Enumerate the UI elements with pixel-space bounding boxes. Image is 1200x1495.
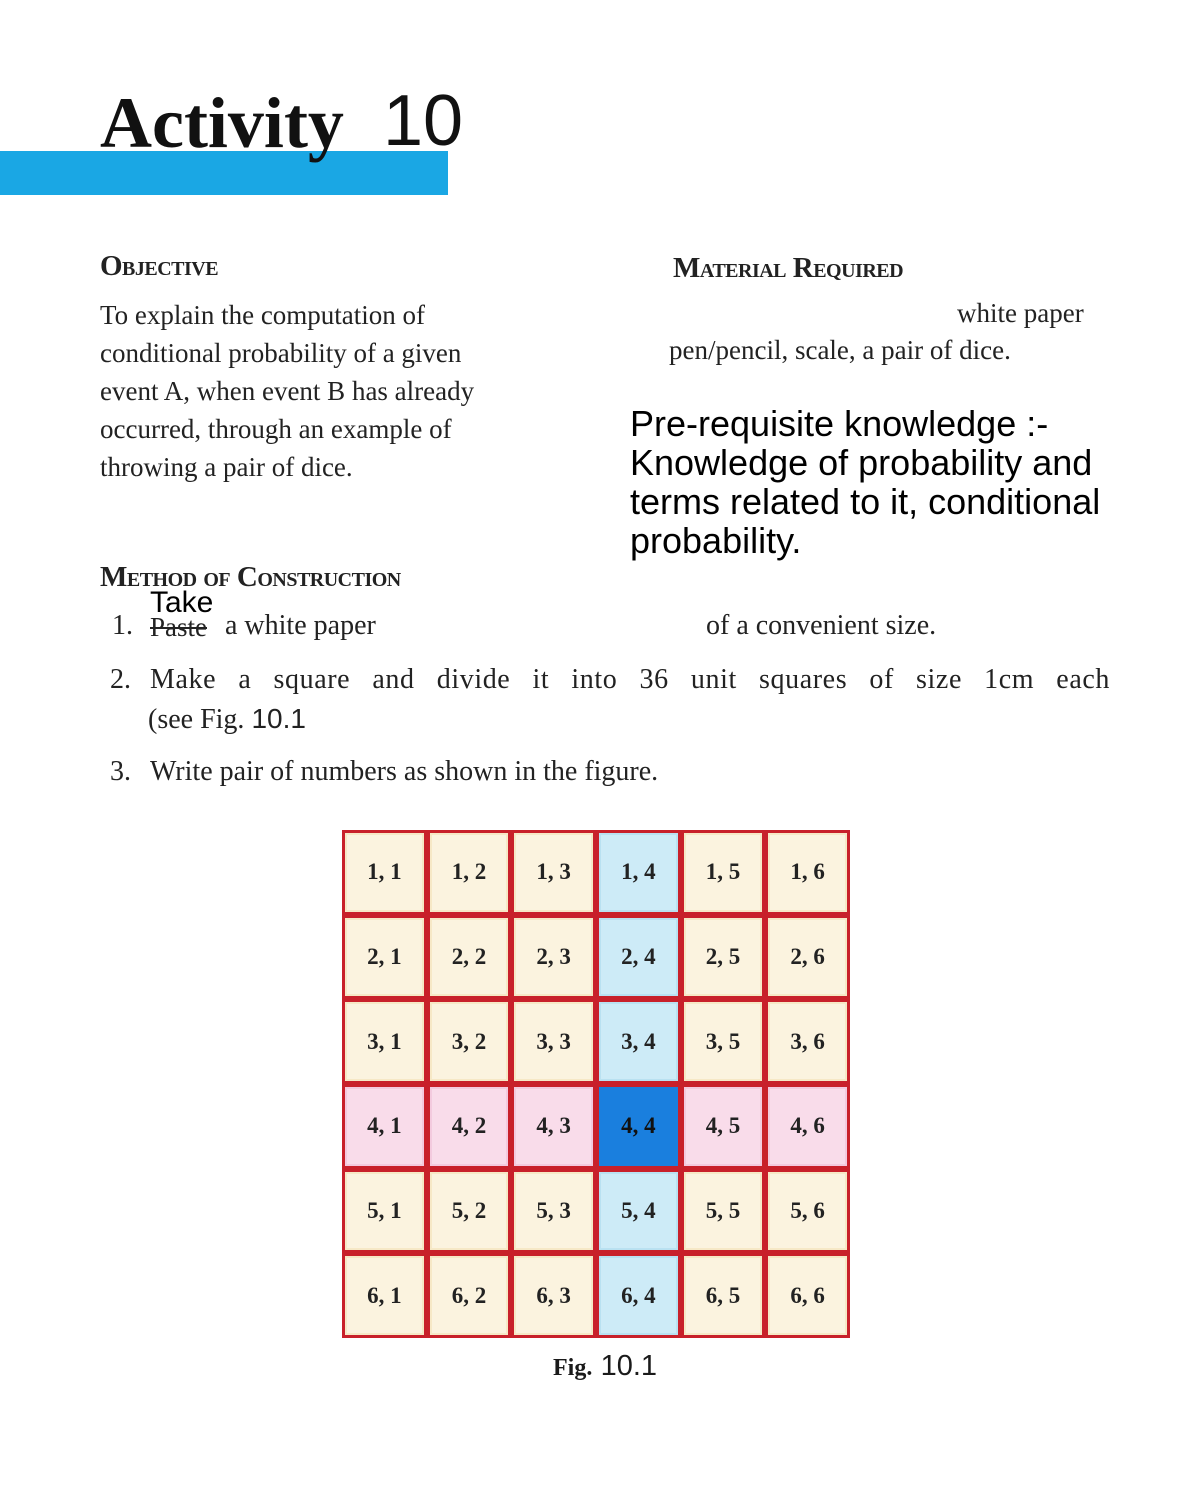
objective-heading: Objective: [100, 250, 219, 282]
prerequisite-line: terms related to it, conditional: [630, 481, 1101, 522]
objective-line: occurred, through an example of: [100, 414, 452, 444]
inserted-word-take: Take: [150, 586, 214, 619]
figure-caption: [553, 1350, 657, 1383]
objective-line: throwing a pair of dice.: [100, 452, 353, 482]
step-3-number: 3.: [110, 756, 131, 787]
grid-cell: 5, 4: [599, 1172, 678, 1251]
step-2-fig-number: 10.1: [251, 703, 306, 734]
grid-cell: 6, 1: [345, 1256, 424, 1335]
step-2-number: 2.: [110, 664, 131, 695]
grid-cell: 3, 1: [345, 1002, 424, 1081]
objective-line: To explain the computation of: [100, 300, 426, 330]
grid-cell: 1, 1: [345, 833, 424, 912]
grid-cell: 2, 1: [345, 918, 424, 997]
step-1-text-b: of a convenient size.: [706, 610, 937, 641]
step-3-text: Write pair of numbers as shown in the figure.: [150, 756, 659, 787]
grid-cell: 3, 3: [514, 1002, 593, 1081]
grid-cell: 4, 6: [768, 1087, 847, 1166]
material-line-1: white paper: [957, 298, 1084, 328]
prerequisite-line: probability.: [630, 520, 802, 561]
grid-cell: 3, 4: [599, 1002, 678, 1081]
objective-line: event A, when event B has already: [100, 376, 475, 406]
step-2-see-fig: (see Fig.: [148, 704, 245, 735]
grid-cell: 4, 1: [345, 1087, 424, 1166]
grid-cell: 3, 2: [430, 1002, 509, 1081]
grid-cell: 2, 2: [430, 918, 509, 997]
figure-caption-number: 10.1: [600, 1350, 658, 1382]
grid-cell: 2, 6: [768, 918, 847, 997]
struck-word-paste: Paste: [150, 612, 207, 642]
grid-cell: 4, 4: [599, 1087, 678, 1166]
grid-cell: 1, 5: [684, 833, 763, 912]
figure-caption-prefix: Fig.: [553, 1355, 593, 1381]
step-2-line-2: [148, 703, 306, 736]
grid-cell: 5, 2: [430, 1172, 509, 1251]
prerequisite-block: [630, 404, 1170, 560]
step-1-number: 1.: [112, 610, 133, 641]
prerequisite-line: Pre-requisite knowledge :-: [630, 403, 1049, 444]
grid-cell: 6, 3: [514, 1256, 593, 1335]
grid-cell: 1, 3: [514, 833, 593, 912]
material-heading: Material Required: [673, 252, 904, 284]
step-2-line-1: Make a square and divide it into 36 unit squares of size 1cm each: [150, 664, 1110, 695]
grid-cell: 4, 3: [514, 1087, 593, 1166]
grid-cell: 3, 5: [684, 1002, 763, 1081]
grid-cell: 5, 3: [514, 1172, 593, 1251]
dice-outcome-grid: [342, 830, 850, 1338]
grid-cell: 6, 4: [599, 1256, 678, 1335]
method-heading: Method of Construction: [100, 561, 401, 593]
activity-number: 10: [383, 81, 464, 161]
grid-cell: 1, 2: [430, 833, 509, 912]
grid-cell: 2, 3: [514, 918, 593, 997]
material-line-2: pen/pencil, scale, a pair of dice.: [669, 335, 1011, 365]
objective-line: conditional probability of a given: [100, 338, 462, 368]
grid-cell: 4, 2: [430, 1087, 509, 1166]
grid-cell: 5, 6: [768, 1172, 847, 1251]
grid-cell: 6, 5: [684, 1256, 763, 1335]
step-1-text-a: a white paper: [225, 610, 376, 641]
grid-cell: 2, 4: [599, 918, 678, 997]
grid-cell: 6, 2: [430, 1256, 509, 1335]
grid-cell: 1, 6: [768, 833, 847, 912]
objective-text: [100, 296, 570, 486]
grid-cell: 5, 1: [345, 1172, 424, 1251]
grid-cell: 2, 5: [684, 918, 763, 997]
grid-cell: 4, 5: [684, 1087, 763, 1166]
grid-cell: 5, 5: [684, 1172, 763, 1251]
grid-cell: 1, 4: [599, 833, 678, 912]
prerequisite-line: Knowledge of probability and: [630, 442, 1093, 483]
grid-cell: 6, 6: [768, 1256, 847, 1335]
activity-title: Activity: [100, 83, 344, 163]
grid-cell: 3, 6: [768, 1002, 847, 1081]
